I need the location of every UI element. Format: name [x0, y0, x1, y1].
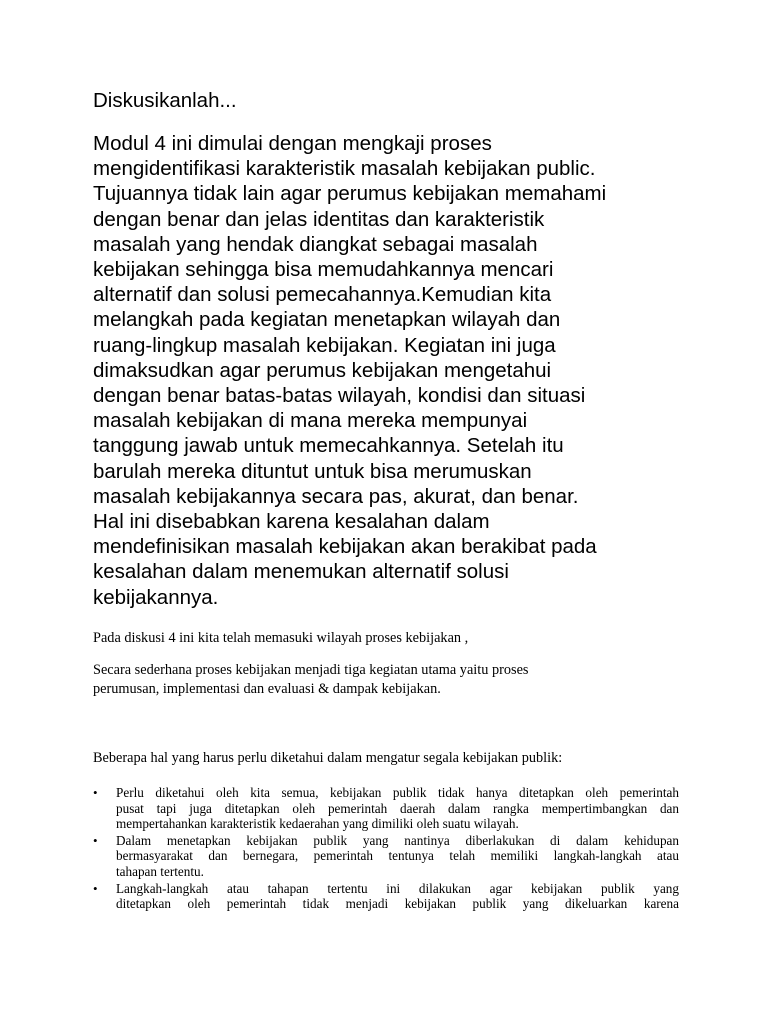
paragraph-line: Beberapa hal yang harus perlu diketahui dalam mengatur segala kebijakan publik:	[93, 750, 563, 766]
intro-line: melangkah pada kegiatan menetapkan wilayah dan	[93, 308, 561, 332]
list-item-line: Perlu diketahui oleh kita semua, kebijakan publik tidak hanya ditetapkan oleh pemerintah	[116, 785, 679, 800]
bullet-icon: •	[93, 785, 98, 800]
list-item-line: Dalam menetapkan kebijakan publik yang nantinya diberlakukan di dalam kehidupan	[116, 832, 679, 848]
intro-line: dengan benar batas-batas wilayah, kondisi dan situasi	[93, 384, 586, 408]
list-item	[93, 881, 679, 912]
paragraph-line: perumusan, implementasi dan evaluasi & dampak kebijakan.	[93, 681, 441, 697]
intro-line: Modul 4 ini dimulai dengan mengkaji proses	[93, 132, 492, 155]
intro-line: masalah kebijakannya secara pas, akurat, dan benar.	[93, 484, 579, 508]
list-item-line: bermasyarakat dan bernegara, pemerintah tentunya telah memiliki langkah-langkah atau	[116, 848, 679, 864]
list-intro-paragraph	[93, 749, 693, 768]
intro-line: kesalahan dalam menemukan alternatif solusi	[93, 560, 509, 584]
intro-line: masalah yang hendak diangkat sebagai masalah	[93, 232, 538, 256]
intro-paragraph	[93, 131, 693, 610]
intro-line: dengan benar dan jelas identitas dan karakteristik	[93, 207, 545, 231]
list-item-line: tahapan tertentu.	[116, 863, 204, 879]
page-heading: Diskusikanlah...	[93, 89, 237, 112]
list-item-line: ditetapkan oleh pemerintah tidak menjadi kebijakan publik yang dikeluarkan karena	[116, 896, 679, 912]
list-item	[93, 833, 679, 880]
intro-line: kebijakannya.	[93, 585, 219, 609]
intro-line: ruang-lingkup masalah kebijakan. Kegiatan ini juga	[93, 333, 556, 357]
intro-line: dimaksudkan agar perumus kebijakan mengetahui	[93, 358, 552, 382]
paragraph-line: Pada diskusi 4 ini kita telah memasuki wilayah proses kebijakan ,	[93, 630, 469, 646]
list-item-line: pusat tapi juga ditetapkan oleh pemerintah daerah dalam rangka mempertimbangkan dan	[116, 800, 679, 816]
intro-line: kebijakan sehingga bisa memudahkannya mencari	[93, 258, 554, 282]
intro-line: masalah kebijakan di mana mereka mempunyai	[93, 409, 528, 433]
discussion-paragraph	[93, 629, 693, 648]
bullet-icon: •	[93, 880, 98, 896]
intro-line: Tujuannya tidak lain agar perumus kebijakan memahami	[93, 182, 607, 206]
list-item	[93, 785, 679, 832]
bullet-list	[93, 785, 679, 913]
intro-line: barulah mereka dituntut untuk bisa merumuskan	[93, 459, 532, 483]
intro-line: Hal ini disebabkan karena kesalahan dalam	[93, 510, 490, 534]
intro-line: mengidentifikasi karakteristik masalah kebijakan public.	[93, 157, 596, 181]
list-item-line: mempertahankan karakteristik kedaerahan yang dimiliki oleh suatu wilayah.	[116, 816, 519, 832]
bullet-icon: •	[93, 832, 98, 848]
process-paragraph	[93, 661, 693, 699]
paragraph-line: Secara sederhana proses kebijakan menjadi tiga kegiatan utama yaitu proses	[93, 662, 529, 678]
intro-line: tanggung jawab untuk memecahkannya. Setelah itu	[93, 434, 564, 458]
intro-line: mendefinisikan masalah kebijakan akan berakibat pada	[93, 535, 597, 559]
list-item-line: Langkah-langkah atau tahapan tertentu ini dilakukan agar kebijakan publik yang	[116, 880, 679, 896]
intro-line: alternatif dan solusi pemecahannya.Kemudian kita	[93, 283, 552, 307]
